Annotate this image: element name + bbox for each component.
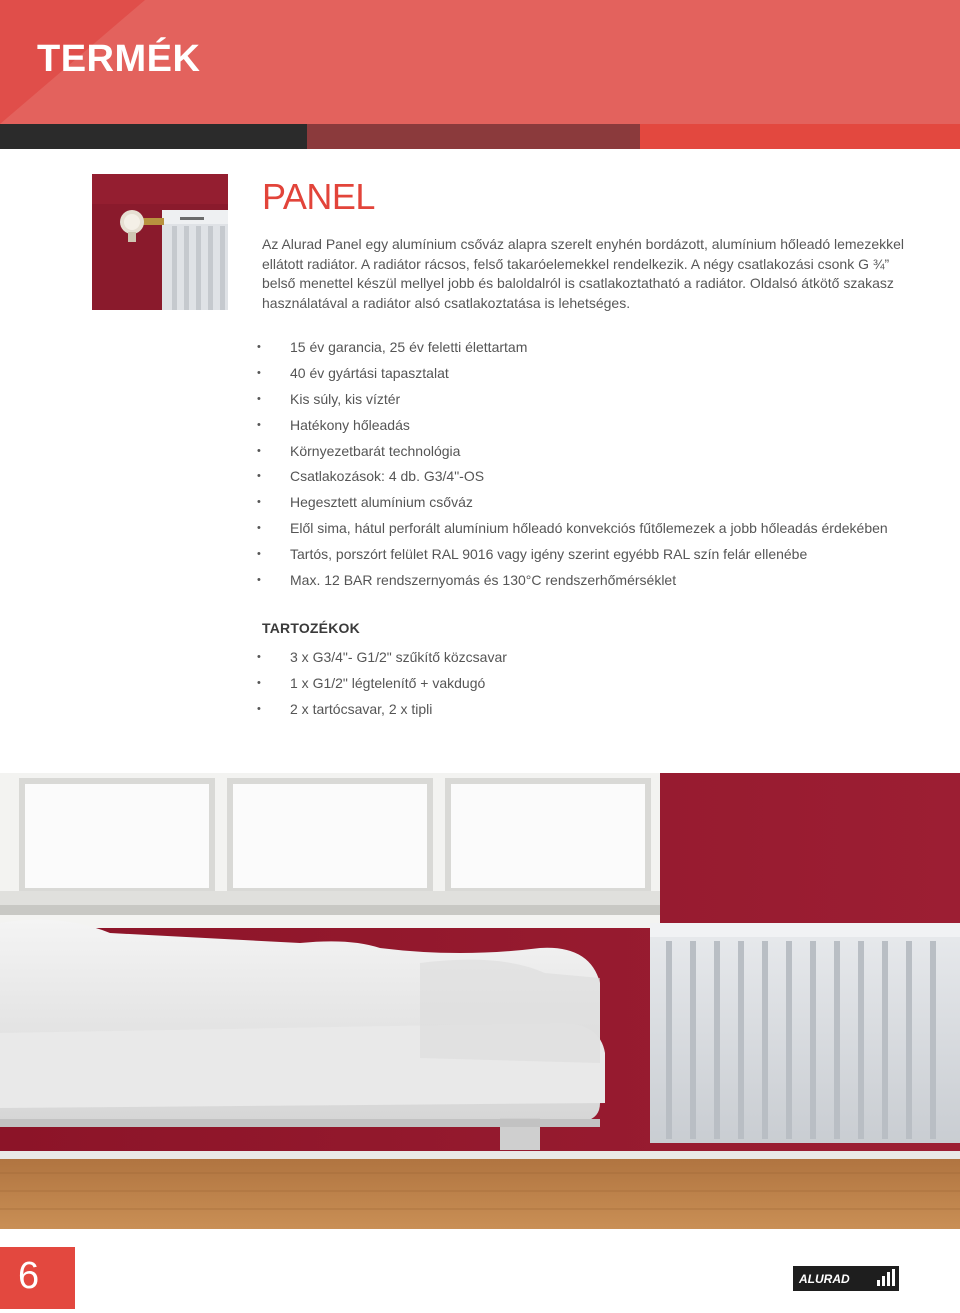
list-item: • Elől sima, hátul perforált alumínium hőleadó konvekciós fűtőlemezek a jobb hőleadás érdekében: [257, 520, 888, 537]
bullet-icon: •: [257, 651, 261, 663]
list-item: • Tartós, porszórt felület RAL 9016 vagy igény szerint egyébb RAL szín felár ellenébe: [257, 546, 808, 563]
bullet-icon: •: [257, 444, 261, 457]
bullet-icon: •: [257, 702, 261, 715]
bullet-icon: •: [257, 548, 261, 561]
product-title: PANEL: [262, 176, 375, 217]
feature-list: [255, 337, 888, 596]
room-photo: [0, 773, 960, 1229]
bullet-icon: •: [257, 418, 261, 431]
bullet-icon: •: [257, 392, 261, 405]
bullet-icon: •: [257, 574, 261, 587]
header-stripe-red: [640, 124, 960, 149]
page-number: 6: [18, 1255, 40, 1297]
list-item: • 1 x G1/2" légtelenítő + vakdugó: [257, 674, 486, 691]
bullet-icon: •: [257, 676, 261, 689]
logo-text: ALURAD: [799, 1272, 850, 1286]
product-intro: Az Alurad Panel egy alumínium csőváz alapra szerelt enyhén bordázott, alumínium hőleadó lemezekkel ellátott radiátor. A radiátor rácsos, felső takaróelemekkel rendelkezik. A négy csatlakozási csonk G ¾” belső menettel készül mellyel jobb és baloldalról is csatlakoztatható a radiátor. Oldalsó átkötő szakasz használatával a radiátor alsó csatlakoztatása is lehetséges.: [262, 236, 905, 311]
bullet-icon: •: [257, 470, 261, 483]
page-header: [0, 0, 960, 124]
bullet-icon: •: [257, 496, 261, 509]
header-stripe-wine: [307, 124, 640, 149]
list-item: • Csatlakozások: 4 db. G3/4"-OS: [257, 468, 485, 485]
page-number-box: [0, 1247, 75, 1309]
list-item: • Hegesztett alumínium csőváz: [257, 494, 473, 511]
list-item: • Kis súly, kis víztér: [257, 390, 401, 407]
header-stripe-dark: [0, 124, 307, 149]
list-item: • 3 x G3/4"- G1/2" szűkítő közcsavar: [257, 649, 507, 665]
list-item: • 40 év gyártási tapasztalat: [257, 364, 449, 381]
list-item: • Környezetbarát technológia: [257, 442, 461, 459]
list-item: • 15 év garancia, 25 év feletti élettartam: [257, 339, 528, 355]
bullet-icon: •: [257, 366, 261, 379]
section-title: TERMÉK: [37, 38, 201, 80]
bullet-icon: •: [257, 522, 261, 535]
alurad-logo: [793, 1266, 899, 1291]
product-thumbnail: [92, 174, 228, 310]
list-item: • Max. 12 BAR rendszernyomás és 130°C rendszerhőmérséklet: [257, 572, 677, 589]
list-item: • 2 x tartócsavar, 2 x tipli: [257, 700, 433, 717]
accessories-heading: TARTOZÉKOK: [262, 620, 360, 636]
list-item: • Hatékony hőleadás: [257, 416, 410, 433]
bullet-icon: •: [257, 341, 261, 353]
accessories-list: [255, 647, 507, 725]
